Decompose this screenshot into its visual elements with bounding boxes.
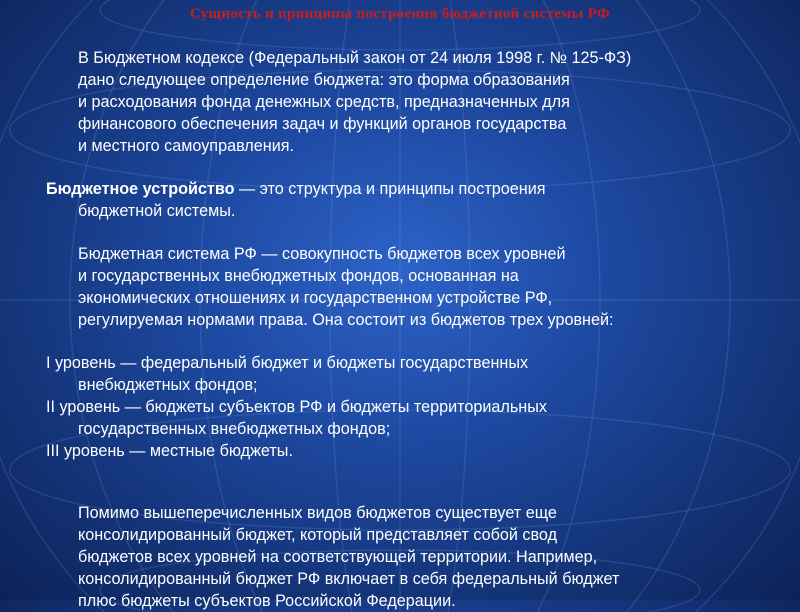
budget-levels-list: [46, 352, 786, 462]
level-3-line: III уровень — местные бюджеты.: [46, 442, 293, 460]
paragraph-budget-code: [46, 47, 786, 157]
text-line: бюджетной системы.: [78, 202, 236, 220]
paragraph-budget-system: [46, 243, 786, 331]
text-line: В Бюджетном кодексе (Федеральный закон от 24 июля 1998 г. № 125-ФЗ): [78, 49, 632, 67]
paragraph-consolidated-budget: [46, 502, 786, 612]
slide-title: Сущность и принципы построения бюджетной системы РФ: [189, 6, 611, 22]
text-line: плюс бюджеты субъектов Российской Федерации.: [78, 592, 456, 610]
level-2-cont: государственных внебюджетных фондов;: [78, 420, 391, 438]
text-line: консолидированный бюджет РФ включает в себя федеральный бюджет: [78, 570, 620, 588]
text-line: и местного самоуправления.: [78, 137, 295, 155]
term-budget-structure: Бюджетное устройство: [46, 180, 235, 198]
paragraph-budget-structure: [46, 178, 786, 222]
text-line: дано следующее определение бюджета: это форма образования: [78, 71, 570, 89]
level-1-line: I уровень — федеральный бюджет и бюджеты государственных: [46, 354, 529, 372]
text-line: экономических отношениях и государственном устройстве РФ,: [78, 289, 553, 307]
level-1-cont: внебюджетных фондов;: [78, 376, 258, 394]
text-line: регулируемая нормами права. Она состоит из бюджетов трех уровней:: [78, 311, 614, 329]
text-line: финансового обеспечения задач и функций органов государства: [78, 115, 567, 133]
text-line: консолидированный бюджет, который представляет собой свод: [78, 526, 558, 544]
text-line: Помимо вышеперечисленных видов бюджетов существует еще: [78, 504, 557, 522]
definition-text: — это структура и принципы построения: [234, 180, 546, 198]
text-line: бюджетов всех уровней на соответствующей территории. Например,: [78, 548, 598, 566]
text-line: Бюджетная система РФ — совокупность бюджетов всех уровней: [78, 245, 566, 263]
text-line: и государственных внебюджетных фондов, основанная на: [78, 267, 519, 285]
text-line: [46, 178, 786, 200]
text-line: и расходования фонда денежных средств, предназначенных для: [78, 93, 570, 111]
level-2-line: II уровень — бюджеты субъектов РФ и бюджеты территориальных: [46, 398, 547, 416]
